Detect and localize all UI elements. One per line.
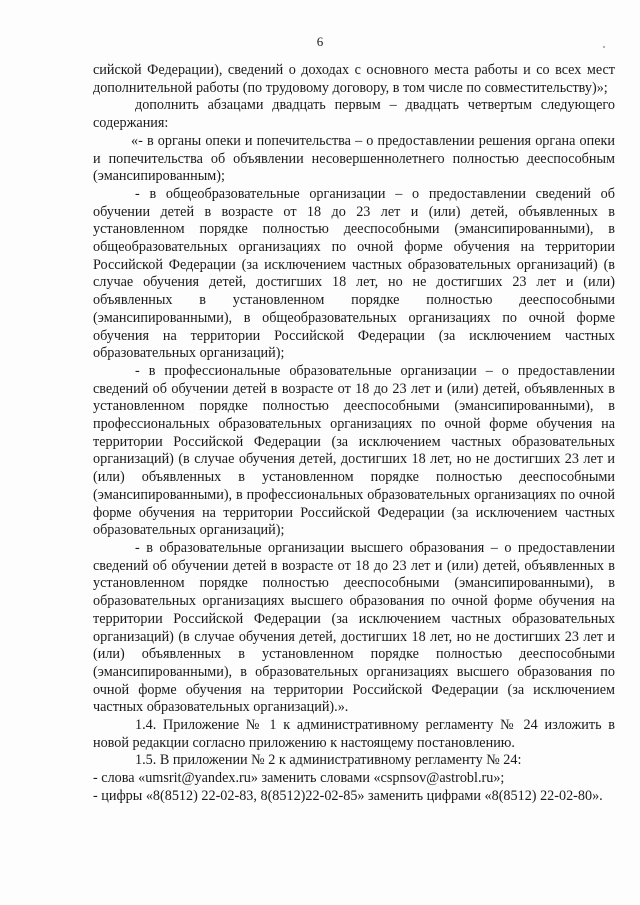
- scan-artifact: [603, 46, 605, 48]
- paragraph-item-1-5: 1.5. В приложении № 2 к административному регламенту № 24:: [135, 752, 522, 769]
- paragraph-email-replacement: - слова «umsrit@yandex.ru» заменить словами «cspnsov@astrobl.ru»;: [93, 770, 505, 787]
- paragraph-phone-replacement: - цифры «8(8512) 22-02-83, 8(8512)22-02-85» заменить цифрами «8(8512) 22-02-80».: [93, 787, 603, 804]
- paragraph-continuation: сийской Федерации), сведений о доходах с основного места работы и со всех мест дополнительной работы (по трудовому договору, в том числе по совместительству)»;: [93, 62, 615, 96]
- paragraph-item-1-4: 1.4. Приложение № 1 к административному регламенту № 24 изложить в новой редакции согласно приложению к настоящему постановлению.: [93, 717, 615, 751]
- paragraph-guardianship: «- в органы опеки и попечительства – о предоставлении решения органа опеки и попечительства об объявлении несовершеннолетнего полностью дееспособным (эмансипированным);: [93, 132, 615, 185]
- paragraph-professional-education: - в профессиональные образовательные организации – о предоставлении сведений об обучении детей в возрасте от 18 до 23 лет и (или) детей, объявленных в установленном порядке полностью дееспособными (эмансипированными), в профессиональных образовательных организациях по очной форме обучения на территории Российской Федерации (за исключением частных образовательных организаций) (в случае обучения детей, достигших 18 лет, но не достигших 23 лет и (или) объявленных в установленном порядке полностью дееспособными (эмансипированными), в профессиональных образовательных организациях по очной форме обучения на территории Российской Федерации (за исключением частных образовательных организаций);: [93, 362, 615, 539]
- document-body: [93, 62, 615, 806]
- page-number: 6: [316, 34, 324, 49]
- paragraph-amendment-intro: дополнить абзацами двадцать первым – двадцать четвертым следующего содержания:: [93, 97, 615, 132]
- paragraph-higher-education: - в образовательные организации высшего образования – о предоставлении сведений об обучении детей в возрасте от 18 до 23 лет и (или) детей, объявленных в установленном порядке полностью дееспособными (эмансипированными), в образовательных организациях высшего образования по очной форме обучения на территории Российской Федерации (за исключением частных образовательных организаций) (в случае обучения детей, достигших 18 лет, но не достигших 23 лет и (или) объявленных в установленном порядке полностью дееспособными (эмансипированными), в образовательных организациях высшего образования по очной форме обучения на территории Российской Федерации (за исключением частных образовательных организаций).».: [93, 539, 615, 716]
- paragraph-general-education: - в общеобразовательные организации – о предоставлении сведений об обучении детей в возрасте от 18 до 23 лет и (или) детей, объявленных в установленном порядке полностью дееспособными (эмансипированными), в общеобразовательных организациях по очной форме обучения на территории Российской Федерации (за исключением частных образовательных организаций) (в случае обучения детей, достигших 18 лет, но не достигших 23 лет и (или) объявленных в установленном порядке полностью дееспособными (эмансипированными), в общеобразовательных организациях по очной форме обучения на территории Российской Федерации (за исключением частных образовательных организаций);: [93, 185, 615, 362]
